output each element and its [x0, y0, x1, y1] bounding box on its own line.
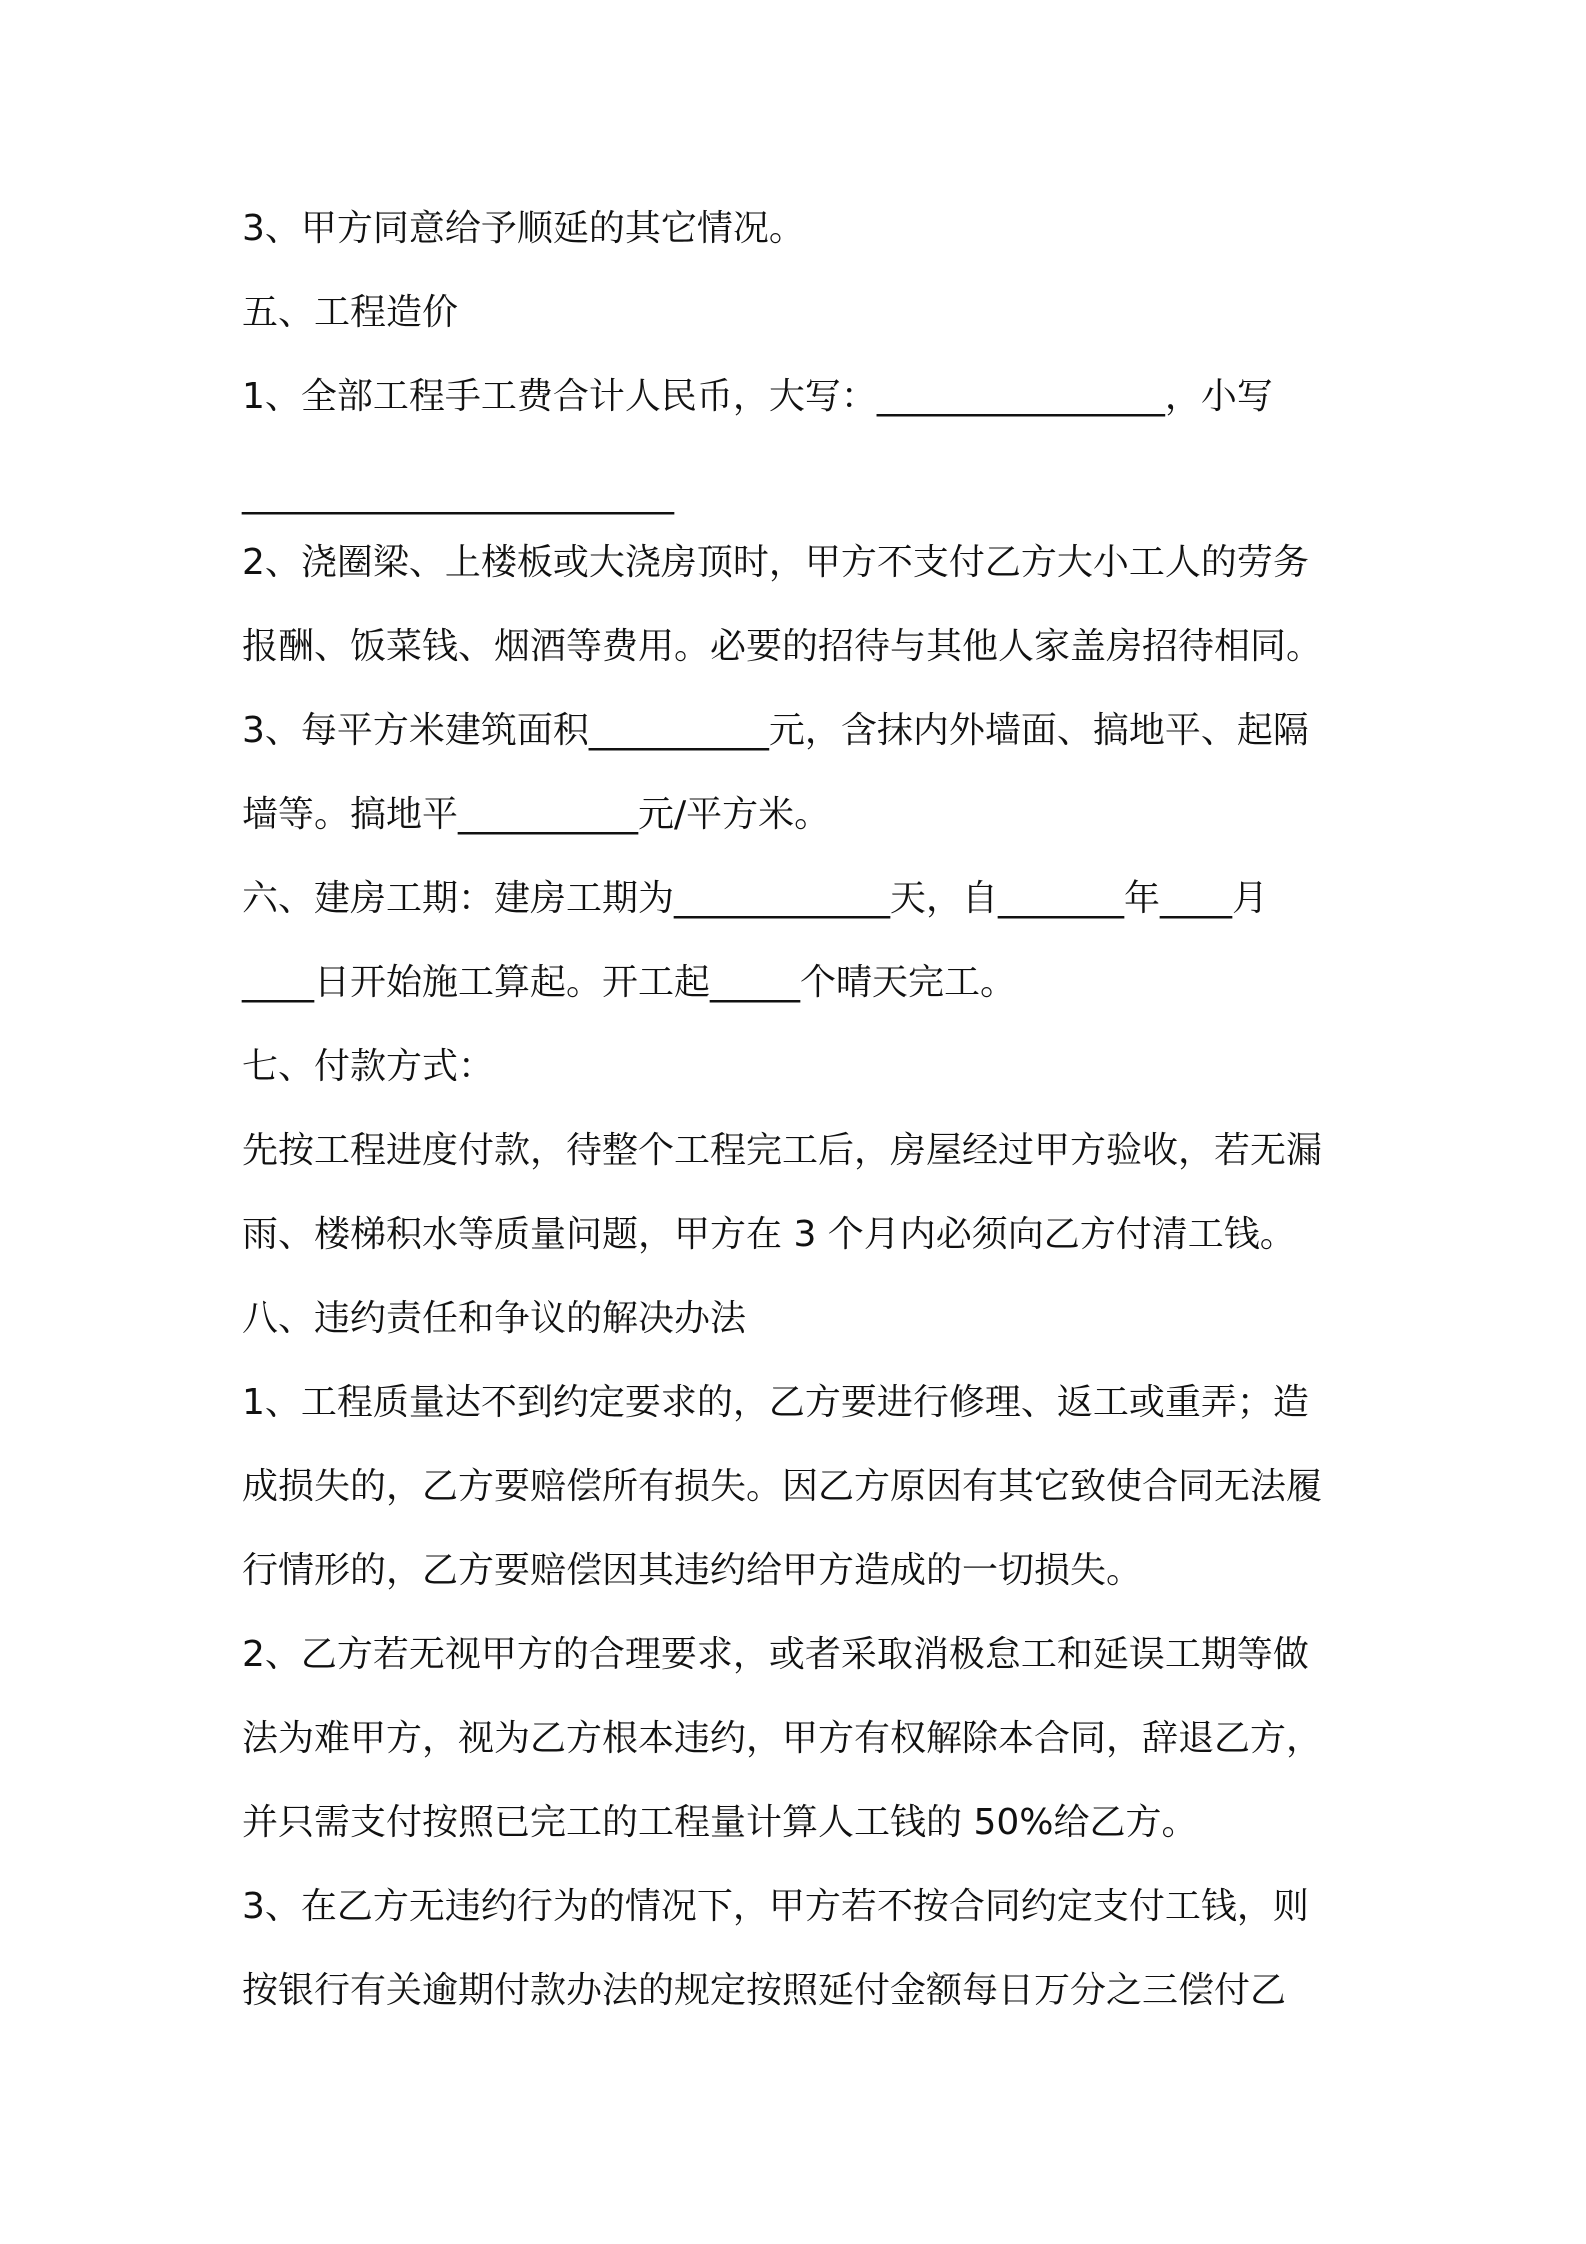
text-line: 法为难甲方，视为乙方根本违约，甲方有权解除本合同，辞退乙方， [242, 1718, 1323, 1759]
text-line: 2、浇圈梁、上楼板或大浇房顶时，甲方不支付乙方大小工人的劳务 [242, 542, 1309, 583]
text-line: 行情形的，乙方要赔偿因其违约给甲方造成的一切损失。 [242, 1550, 1143, 1591]
section-heading: 五、工程造价 [242, 292, 459, 333]
section-heading: 七、付款方式： [242, 1046, 495, 1087]
text-line: 3、每平方米建筑面积__________元，含抹内外墙面、搞地平、起隔 [242, 710, 1309, 751]
text-line: 先按工程进度付款，待整个工程完工后，房屋经过甲方验收，若无漏 [242, 1130, 1323, 1171]
text-line: 1、工程质量达不到约定要求的，乙方要进行修理、返工或重弄；造 [242, 1382, 1309, 1423]
text-line: 按银行有关逾期付款办法的规定按照延付金额每日万分之三偿付乙 [242, 1970, 1287, 2011]
text-line: 雨、楼梯积水等质量问题，甲方在 3 个月内必须向乙方付清工钱。 [242, 1214, 1296, 1255]
section-heading: 八、违约责任和争议的解决办法 [242, 1298, 747, 1339]
text-line: 并只需支付按照已完工的工程量计算人工钱的 50%给乙方。 [242, 1802, 1198, 1843]
text-line: 墙等。搞地平__________元/平方米。 [242, 794, 831, 835]
text-line: 3、甲方同意给予顺延的其它情况。 [242, 208, 805, 249]
text-line: 2、乙方若无视甲方的合理要求，或者采取消极怠工和延误工期等做 [242, 1634, 1309, 1675]
text-line: 报酬、饭菜钱、烟酒等费用。必要的招待与其他人家盖房招待相同。 [242, 626, 1323, 667]
text-line: 成损失的，乙方要赔偿所有损失。因乙方原因有其它致使合同无法履 [242, 1466, 1323, 1507]
text-line: ____日开始施工算起。开工起_____个晴天完工。 [242, 962, 1017, 1003]
section-heading: 六、建房工期：建房工期为____________天，自_______年____月 [242, 878, 1269, 919]
text-line: 3、在乙方无违约行为的情况下，甲方若不按合同约定支付工钱，则 [242, 1886, 1309, 1927]
text-line: 1、全部工程手工费合计人民币，大写：________________，小写 [242, 376, 1273, 417]
text-line: ________________________ [242, 474, 674, 515]
